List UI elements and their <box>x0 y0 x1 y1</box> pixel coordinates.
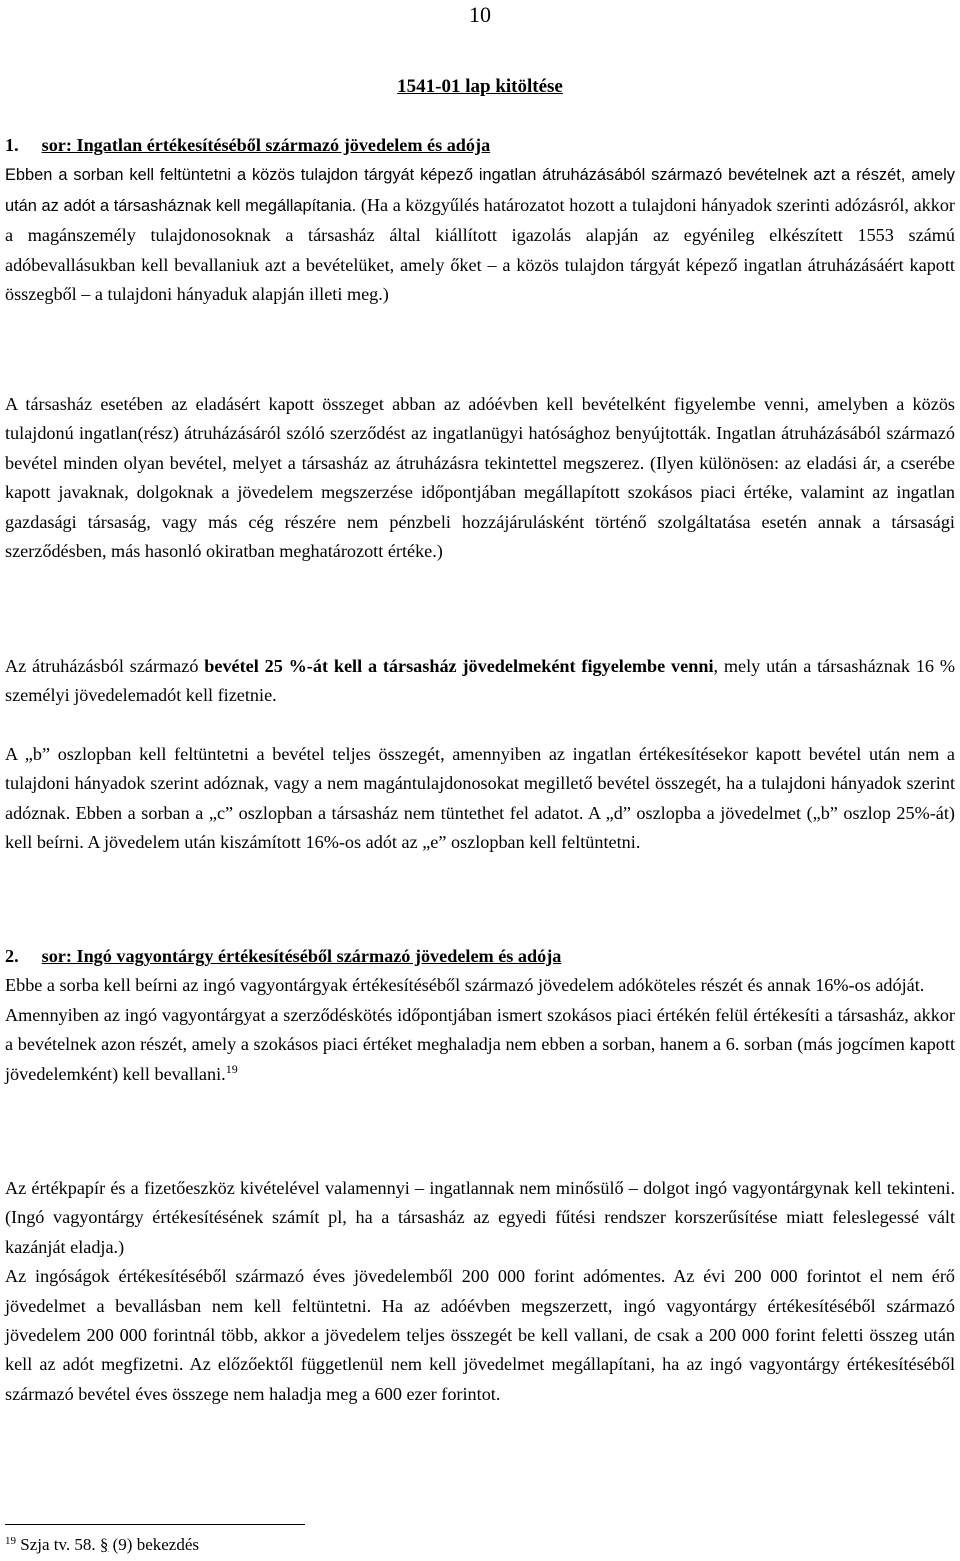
section-1-paragraph-3 <box>5 652 955 711</box>
section-2-heading <box>5 942 955 971</box>
section-2-p4: Az ingóságok értékesítéséből származó éves jövedelemből 200 000 forint adómentes. Az évi 200 000 forintot el nem érő jövedelmet a bevallásban nem kell feltüntetni. Ha az adóévben megszerzett, ingó vagyontárgy értékesítéséből származó jövedelem 200 000 forintnál több, akkor a jövedelem teljes összegét be kell vallani, de csak a 200 000 forint feletti összeg után kell az adót megfizetni. Az előzőektől függetlenül nem kell jövedelmet megállapítani, ha az ingó vagyontárgy értékesítéséből származó bevétel éves összege nem haladja meg a 600 ezer forintot. <box>5 1266 955 1404</box>
section-1-p4: A „b” oszlopban kell feltüntetni a bevétel teljes összegét, amennyiben az ingatlan értékesítésekor kapott bevétel után nem a tulajdoni hányadok szerint adóznak, vagy a nem magántulajdonosokat megillető bevétel összegét, ha a tulajdoni hányadok szerint adóznak. Ebben a sorban a „c” oszlopban a társasház nem tüntethet fel adatot. A „d” oszlopba a jövedelmet („b” oszlop 25%-át) kell beírni. A jövedelem után kiszámított 16%-os adót az „e” oszlopban kell feltüntetni. <box>5 744 955 853</box>
section-1-intro-sans: Ebben a sorban kell feltüntetni a közös tulajdon tárgyát képező ingatlan átruházásából származó bevételnek azt a részét, amely után az adót a társasháznak kell megállapítania. <box>5 166 955 215</box>
section-1-p3 <box>5 652 955 711</box>
section-1-number: 1. <box>5 135 19 155</box>
section-1-paragraph-2 <box>5 390 955 566</box>
section-1-p3-bold: bevétel 25 %-át kell a társasház jövedelmeként figyelembe venni <box>204 656 714 676</box>
page-title: 1541-01 lap kitöltése <box>397 76 563 97</box>
footnote <box>5 1534 945 1556</box>
section-2-number: 2. <box>5 946 19 966</box>
section-1-intro-serif: (Ha a közgyűlés határozatot hozott a tulajdoni hányadok szerinti adózásról, akkor a magánszemély tulajdonosoknak a társasház által kiállított igazolás alapján az egyénileg elkészített 1553 számú adóbevallásukban kell bevallaniuk azt a bevételüket, amely őket – a közös tulajdon tárgyát képező ingatlan átruházásáért kapott összegből – a tulajdoni hányaduk alapján illeti meg.) <box>5 194 955 305</box>
footnote-text-b: (9) bekezdés <box>108 1535 200 1554</box>
section-1-heading-text: sor: Ingatlan értékesítéséből származó jövedelem és adója <box>41 135 491 155</box>
footnote-number: 19 <box>5 1535 16 1547</box>
section-1 <box>5 131 955 309</box>
section-1-p2: A társasház esetében az eladásért kapott összeget abban az adóévben kell bevételként figyelembe venni, amelyben a közös tulajdonú ingatlan(rész) átruházásáról szóló szerződést az ingatlanügyi hatósághoz benyújtották. Ingatlan átruházásából származó bevétel minden olyan bevétel, melyet a társasház az átruházásra tekintettel megszerez. (Ilyen különösen: az eladási ár, a cserébe kapott javaknak, dolgoknak a jövedelem megszerzése időpontjában megállapított szokásos piaci értéke, valamint az ingatlan gazdasági társaság, vagy más cég részére nem pénzbeli hozzájárulásként történő szolgáltatása esetén annak a társasági szerződésben, más hasonló okiratban meghatározott értéke.) <box>5 394 955 562</box>
section-2-p3: Az értékpapír és a fizetőeszköz kivételével valamennyi – ingatlannak nem minősülő – dolgot ingó vagyontárgynak kell tekinteni. (Ingó vagyontárgy értékesítésének számít pl, ha a társasház az egyedi fűtési rendszer korszerűsítése miatt feleslegessé vált kazánját eladja.) <box>5 1178 955 1257</box>
section-1-paragraph-4 <box>5 740 955 858</box>
section-2-p2-text: Amennyiben az ingó vagyontárgyat a szerződéskötés időpontjában ismert szokásos piaci értékén felül értékesíti a társasház, akkor a bevételnek azon részét, amely a szokásos piaci értéket meghaladja nem ebben a sorban, hanem a 6. sorban (más jogcímen kapott jövedelemként) kell bevallani. <box>5 1004 955 1084</box>
section-2-p1: Ebbe a sorba kell beírni az ingó vagyontárgyak értékesítéséből származó jövedelem adóköteles részét és annak 16%-os adóját. <box>5 975 925 996</box>
page-number: 10 <box>469 2 491 27</box>
footnote-section-sign: § <box>99 1535 109 1554</box>
section-2-paragraph-3 <box>5 1174 955 1409</box>
footnote-divider <box>5 1524 305 1525</box>
section-1-heading <box>5 131 955 160</box>
section-1-p3-c: , mely után a társasháznak 16 % személyi jövedelemadót kell fizetnie. <box>5 656 955 706</box>
section-1-p3-a: Az átruházásból származó <box>5 656 205 676</box>
section-2 <box>5 942 955 1089</box>
footnote-text-a: Szja tv. 58. <box>16 1535 100 1554</box>
section-2-heading-text: sor: Ingó vagyontárgy értékesítéséből származó jövedelem és adója <box>41 946 562 966</box>
section-2-p2 <box>5 1001 955 1089</box>
section-1-intro <box>5 160 955 309</box>
footnote-ref-19[interactable]: 19 <box>225 1061 238 1076</box>
